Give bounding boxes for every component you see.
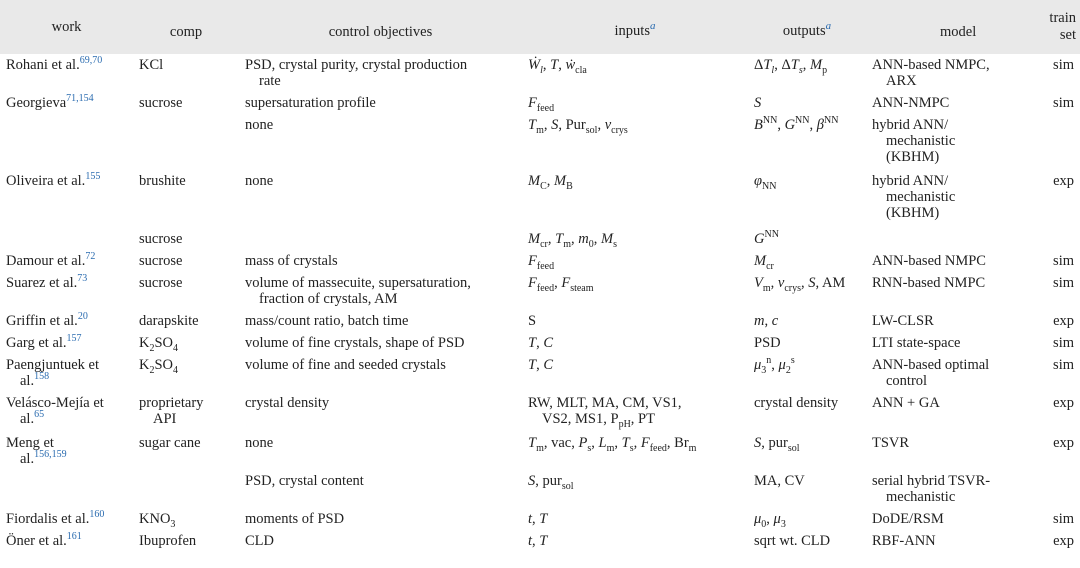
table-row — [0, 92, 1080, 114]
cell-comp: Ibuprofen — [139, 533, 197, 549]
header-outputs: outputs$^a$ — [748, 0, 866, 54]
cell-objectives: CLD — [245, 533, 274, 549]
cell-comp: darapskite — [139, 313, 199, 329]
cell-model: LW-CLSR — [872, 313, 934, 329]
header-control-objectives: control objectives — [239, 0, 522, 54]
table-row — [0, 170, 1080, 228]
cell-inputs: $M_{cr}$, $T_m$, $m_0$, $M_s$ — [528, 231, 617, 250]
cell-work — [0, 228, 133, 250]
cell-model: hybrid ANN/ mechanistic (KBHM) — [872, 117, 956, 165]
cell-outputs: S — [754, 95, 762, 111]
cell-outputs: $\mu_0$, $\mu_3$ — [754, 511, 786, 530]
cell-work: Oliveira et al.$^{155}$ — [6, 171, 101, 189]
cell-train-set: sim — [1053, 275, 1074, 291]
cell-train-set: sim — [1053, 511, 1074, 527]
header-row — [0, 0, 1080, 54]
cell-model: hybrid ANN/ mechanistic (KBHM) — [872, 173, 956, 221]
cell-train-set — [1026, 228, 1080, 250]
table-row — [0, 272, 1080, 310]
cell-model: ANN-based NMPC — [872, 253, 986, 269]
cell-work: Rohani et al.$^{69,70}$ — [6, 55, 103, 73]
table-row — [0, 470, 1080, 508]
cell-train-set: exp — [1053, 435, 1074, 451]
cell-comp: brushite — [139, 173, 186, 189]
cell-outputs: S, pur$_{sol}$ — [754, 435, 800, 454]
cell-comp: $KNO_3$ — [139, 511, 176, 530]
cell-outputs: PSD — [754, 335, 781, 351]
cell-objectives: PSD, crystal content — [245, 473, 364, 489]
table-row — [0, 332, 1080, 354]
cell-model: ANN-based NMPC, ARX — [872, 57, 990, 89]
cell-train-set: sim — [1053, 95, 1074, 111]
cell-model: ANN + GA — [872, 395, 940, 411]
cell-objectives: mass/count ratio, batch time — [245, 313, 409, 329]
cell-train-set: sim — [1053, 357, 1074, 373]
cell-train-set: sim — [1053, 335, 1074, 351]
cell-inputs: S, pur$_{sol}$ — [528, 473, 574, 492]
cell-inputs: $F_{feed}$ — [528, 95, 555, 114]
cell-work: Paengjuntuek et al.$^{158}$ — [6, 357, 100, 389]
cell-work: Georgieva$^{71,154}$ — [6, 93, 94, 111]
cell-comp: sucrose — [139, 231, 183, 247]
cell-inputs: $M_C$, $M_B$ — [528, 173, 573, 192]
cell-outputs: $\Delta T_l$, $\Delta T_s$, $M_p$ — [754, 57, 828, 76]
cell-outputs: $\varphi_{NN}$ — [754, 173, 777, 192]
table-row — [0, 54, 1080, 92]
cell-inputs: Ẇ$_l$, T, ẇ$_{cla}$ — [528, 57, 587, 76]
table-row — [0, 432, 1080, 470]
cell-outputs: crystal density — [754, 395, 839, 411]
cell-model: TSVR — [872, 435, 910, 451]
cell-objectives: supersaturation profile — [245, 95, 376, 111]
cell-outputs: $G^{NN}$ — [754, 229, 779, 247]
cell-comp — [133, 470, 239, 508]
header-train-set: train set — [1026, 0, 1080, 54]
cell-outputs: sqrt wt. CLD — [754, 533, 831, 549]
cell-model: RNN-based NMPC — [872, 275, 986, 291]
cell-objectives: PSD, crystal purity, crystal production rate — [245, 57, 468, 89]
cell-inputs: t, T — [528, 533, 548, 549]
cell-objectives: none — [245, 117, 274, 133]
table-row — [0, 530, 1080, 552]
cell-outputs: $\mu_3^n$, $\mu_2^s$ — [754, 355, 795, 376]
cell-inputs: T, C — [528, 335, 553, 351]
cell-model: RBF-ANN — [872, 533, 936, 549]
cell-work — [0, 114, 133, 170]
cell-model: LTI state-space — [872, 335, 961, 351]
header-inputs: inputs$^a$ — [522, 0, 748, 54]
cell-outputs: $B^{NN}$, $G^{NN}$, $\beta^{NN}$ — [754, 115, 839, 133]
cell-comp: sucrose — [139, 95, 183, 111]
cell-objectives: moments of PSD — [245, 511, 345, 527]
cell-comp: KCl — [139, 57, 164, 73]
cell-work: Velásco-Mejía et al.$^{65}$ — [6, 395, 104, 427]
cell-inputs: T, C — [528, 357, 553, 373]
cell-objectives: volume of fine and seeded crystals — [245, 357, 446, 373]
cell-work: Meng et al.$^{156,159}$ — [6, 435, 67, 467]
cell-train-set — [1026, 114, 1080, 170]
cell-work: Garg et al.$^{157}$ — [6, 333, 82, 351]
cell-comp: $K_2SO_4$ — [139, 335, 179, 354]
cell-objectives: volume of massecuite, supersaturation, fraction of crystals, AM — [245, 275, 471, 307]
cell-objectives: none — [245, 435, 274, 451]
table-row — [0, 114, 1080, 170]
cell-inputs: $T_m$, vac, $P_s$, $L_m$, $T_s$, $F_{feed}$, $Br_m$ — [528, 435, 697, 454]
cell-model: serial hybrid TSVR- mechanistic — [872, 473, 991, 505]
cell-train-set: exp — [1053, 533, 1074, 549]
cell-inputs: RW, MLT, MA, CM, VS1, VS2, MS1, $P_{pH}$, PT — [528, 395, 682, 430]
cell-comp: sucrose — [139, 253, 183, 269]
cell-train-set — [1026, 470, 1080, 508]
cell-outputs: $V_m$, $v_{crys}$, S, AM — [754, 275, 846, 294]
cell-inputs: S — [528, 313, 537, 329]
cell-work: Griffin et al.$^{20}$ — [6, 311, 88, 329]
cell-comp: sucrose — [139, 275, 183, 291]
cell-model — [866, 228, 1026, 250]
cell-inputs: $F_{feed}$ — [528, 253, 555, 272]
cell-train-set: exp — [1053, 313, 1074, 329]
cell-train-set: exp — [1053, 395, 1074, 411]
table-row — [0, 392, 1080, 432]
table-row — [0, 354, 1080, 392]
table-row — [0, 228, 1080, 250]
cell-work — [0, 470, 133, 508]
cell-work: Suarez et al.$^{73}$ — [6, 273, 88, 291]
cell-train-set: sim — [1053, 57, 1074, 73]
cell-objectives: none — [245, 173, 274, 189]
cell-work: Öner et al.$^{161}$ — [6, 531, 82, 549]
header-model: model — [866, 0, 1026, 54]
cell-model: ANN-NMPC — [872, 95, 950, 111]
header-comp: comp — [133, 0, 239, 54]
cell-outputs: $M_{cr}$ — [754, 253, 774, 272]
cell-objectives — [239, 228, 522, 250]
table-row — [0, 250, 1080, 272]
cell-inputs: $F_{feed}$, $F_{steam}$ — [528, 275, 594, 294]
cell-comp — [133, 114, 239, 170]
cell-comp: proprietary API — [139, 395, 204, 427]
cell-objectives: mass of crystals — [245, 253, 338, 269]
cell-outputs: m, c — [754, 313, 779, 329]
header-work: work — [0, 0, 133, 54]
cell-model: ANN-based optimal control — [872, 357, 990, 389]
table-row — [0, 310, 1080, 332]
cell-objectives: volume of fine crystals, shape of PSD — [245, 335, 465, 351]
cell-comp: $K_2SO_4$ — [139, 357, 179, 376]
cell-train-set: exp — [1053, 173, 1074, 189]
cell-objectives: crystal density — [245, 395, 330, 411]
cell-work: Damour et al.$^{72}$ — [6, 251, 96, 269]
cell-comp: sugar cane — [139, 435, 201, 451]
cell-work: Fiordalis et al.$^{160}$ — [6, 509, 105, 527]
table-row — [0, 508, 1080, 530]
cell-inputs: $T_m$, S, Pur$_{sol}$, $v_{crys}$ — [528, 117, 628, 136]
cell-model: DoDE/RSM — [872, 511, 944, 527]
cell-inputs: t, T — [528, 511, 548, 527]
cell-train-set: sim — [1053, 253, 1074, 269]
cell-outputs: MA, CV — [754, 473, 805, 489]
